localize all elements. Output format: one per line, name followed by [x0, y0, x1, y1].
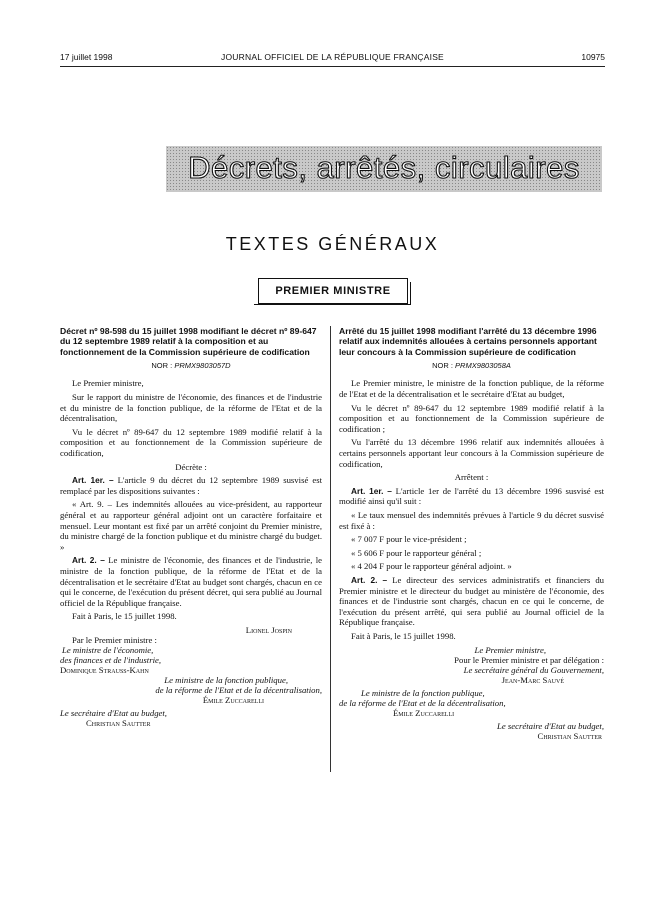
running-header — [60, 52, 605, 66]
arrete-title: Arrêté du 15 juillet 1998 modifiant l'arrêté du 13 décembre 1996 relatif aux indemnités allouées à certains personnels apportant leur concours à la Commission supérieure de codification — [339, 326, 597, 357]
signer-role: de la réforme de l'Etat et de la décentralisation, — [155, 684, 322, 695]
nor-code: PRMX9803057D — [174, 360, 231, 370]
signer-role: Le secrétaire d'Etat au budget, — [60, 707, 167, 718]
header-page-number: 10975 — [581, 52, 605, 62]
decree-para: Vu le décret nº 89-647 du 12 septembre 1989 modifié relatif à la composition et au fonctionnement de la Commission supérieure de codification, — [60, 426, 322, 459]
signer-by: Pour le Premier ministre et par délégation : — [454, 654, 604, 665]
signer-name: Émile Zuccarelli — [393, 707, 455, 718]
arrete-article-2 — [339, 575, 604, 628]
signer-name: Lionel Jospin — [245, 624, 292, 635]
article-label: Art. 2. – — [72, 555, 105, 566]
arrete-nor — [339, 361, 604, 372]
article-label: Art. 1er. – — [351, 485, 392, 496]
signer-role: de la réforme de l'Etat et de la décentralisation, — [339, 697, 506, 708]
arrete-fait: Fait à Paris, le 15 juillet 1998. — [351, 630, 456, 641]
arrete-quote: « 7 007 F pour le vice-président ; — [351, 534, 467, 545]
arrete-quote: « 4 204 F pour le rapporteur général adjoint. » — [351, 561, 512, 572]
signer-name: Christian Sautter — [86, 717, 151, 728]
decree-para: Le Premier ministre, — [72, 378, 144, 389]
signer-role: Le secrétaire d'Etat au budget, — [497, 720, 604, 731]
signer-by: Par le Premier ministre : — [72, 634, 157, 645]
arrete-arretent: Arrêtent : — [454, 472, 489, 483]
arrete-para: Le Premier ministre, le ministre de la fonction publique, de la réforme de l'Etat et de la décentralisation et le secrétaire d'Etat au budget, — [339, 378, 604, 400]
arrete-quote: « Le taux mensuel des indemnités prévues à l'article 9 du décret susvisé est fixé à : — [339, 510, 604, 531]
signer-role: Le Premier ministre, — [474, 644, 546, 655]
banner-title: Décrets, arrêtés, circulaires — [188, 150, 580, 185]
ministry-label: PREMIER MINISTRE — [275, 285, 391, 297]
signer-role: Le ministre de la fonction publique, — [361, 687, 485, 698]
nor-label: NOR : — [432, 360, 453, 370]
signer-name: Jean-Marc Sauvé — [501, 674, 564, 685]
nor-label: NOR : — [151, 360, 173, 370]
signer-role: des finances et de l'industrie, — [60, 654, 162, 665]
arrete-column — [339, 326, 604, 741]
decree-article-1 — [60, 475, 322, 496]
decree-decrete: Décrète : — [175, 461, 207, 472]
arrete-quote: « 5 606 F pour le rapporteur général ; — [351, 547, 482, 558]
signer-role: Le ministre de la fonction publique, — [164, 674, 288, 685]
decree-article-quote: « Art. 9. – Les indemnités allouées au vice-président, au rapporteur général et au rapporteur général adjoint ont un caractère forfaitaire et mensuel. Leur montant est fixé par un arrêté conjoint du Premier ministre, du ministre chargé de la fonction publique et du ministre chargé du budget. » — [60, 499, 322, 552]
decree-fait: Fait à Paris, le 15 juillet 1998. — [72, 611, 177, 622]
section-title: TEXTES GÉNÉRAUX — [225, 234, 440, 254]
article-text: Le ministre de l'économie, des finances et de l'industrie, le ministre de la fonction publique, de la réforme de l'Etat et de la décentralisation et le secrétaire d'Etat au budget sont chargés, chacun en ce qui le concerne, de l'exécution du présent décret, qui sera publié au Journal officiel de la République française. — [60, 555, 323, 608]
signer-role: Le ministre de l'économie, — [62, 644, 154, 655]
signer-name: Émile Zuccarelli — [202, 694, 264, 705]
article-label: Art. 2. – — [351, 574, 388, 585]
signer-name: Christian Sautter — [537, 730, 602, 741]
article-text: Le directeur des services administratifs et financiers du Premier ministre et le directeur du budget au ministère de l'économie, des finances et de l'industrie sont chargés, chacun en ce qui le concerne, de l'exécution du présent arrêté, qui sera publié au Journal officiel de la République française. — [339, 574, 605, 628]
nor-code: PRMX9803058A — [455, 360, 511, 370]
decree-para: Sur le rapport du ministre de l'économie, des finances et de l'industrie et du ministre de la fonction publique, de la réforme de l'Etat et de la décentralisation, — [60, 392, 322, 424]
decree-column — [60, 326, 322, 728]
ministry-box — [258, 278, 408, 304]
header-rule — [60, 66, 605, 67]
header-journal-title: JOURNAL OFFICIEL DE LA RÉPUBLIQUE FRANÇAISE — [221, 52, 444, 62]
decree-article-2 — [60, 555, 322, 608]
signer-role: Le secrétaire général du Gouvernement, — [463, 664, 604, 675]
header-date: 17 juillet 1998 — [60, 52, 113, 62]
article-text: L'article 1er de l'arrêté du 13 décembre 1996 susvisé est modifié ainsi qu'il suit : — [339, 485, 605, 507]
arrete-article-1 — [339, 486, 604, 507]
decree-signatures — [60, 625, 322, 728]
article-text: L'article 9 du décret du 12 septembre 1989 susvisé est remplacé par les dispositions suivantes : — [60, 475, 322, 496]
signer-name: Dominique Strauss-Kahn — [60, 664, 149, 675]
arrete-para: Vu le décret nº 89-647 du 12 septembre 1989 modifié relatif à la composition et au fonctionnement de la Commission supérieure de codification ; — [339, 402, 604, 434]
column-divider — [330, 326, 331, 772]
arrete-para: Vu l'arrêté du 13 décembre 1996 relatif aux indemnités allouées à certains personnels apportant leur concours à la Commission supérieure de codification, — [339, 437, 604, 469]
article-label: Art. 1er. – — [72, 475, 114, 486]
arrete-signatures — [339, 645, 604, 741]
decree-nor — [60, 361, 322, 372]
decree-title: Décret nº 98-598 du 15 juillet 1998 modifiant le décret nº 89-647 du 12 septembre 1989 relatif à la composition et au fonctionnement de la Commission supérieure de codification — [60, 326, 317, 357]
